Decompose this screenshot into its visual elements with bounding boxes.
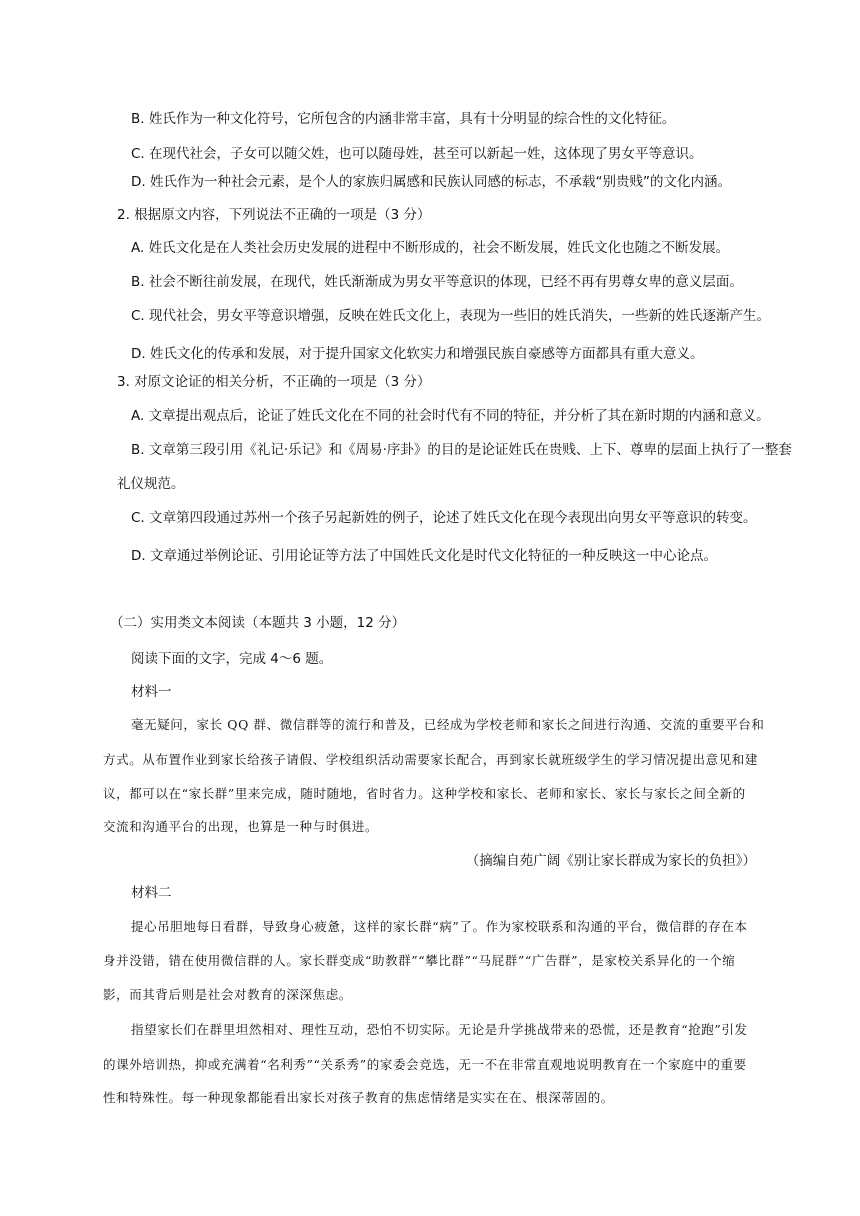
q2-option-b: B. 社会不断往前发展，在现代，姓氏渐渐成为男女平等意识的体现，已经不再有男尊女卑的意义层面。 bbox=[131, 274, 743, 290]
material1-line: 交流和沟通平台的出现，也算是一种与时俱进。 bbox=[103, 819, 379, 834]
q3-option-a: A. 文章提出观点后，论证了姓氏文化在不同的社会时代有不同的特征，并分析了其在新时期的内涵和意义。 bbox=[131, 408, 770, 424]
material1-line: 毫无疑问，家长 QQ 群、微信群等的流行和普及，已经成为学校老师和家长之间进行沟通、交流的重要平台和 bbox=[131, 717, 765, 732]
q2-option-c: C. 现代社会，男女平等意识增强，反映在姓氏文化上，表现为一些旧的姓氏消失，一些新的姓氏逐渐产生。 bbox=[131, 308, 771, 324]
q1-option-d: D. 姓氏作为一种社会元素，是个人的家族归属感和民族认同感的标志，不承载“别贵贱”的文化内涵。 bbox=[131, 174, 731, 190]
q2-option-a: A. 姓氏文化是在人类社会历史发展的进程中不断形成的，社会不断发展，姓氏文化也随之不断发展。 bbox=[131, 240, 730, 256]
q3-option-b-line2: 礼仪规范。 bbox=[117, 476, 185, 492]
material1-line: 方式。从布置作业到家长给孩子请假、学校组织活动需要家长配合，再到家长就班级学生的学习情况提出意见和建 bbox=[103, 752, 759, 767]
q2-option-d: D. 姓氏文化的传承和发展，对于提升国家文化软实力和增强民族自豪感等方面都具有重大意义。 bbox=[131, 346, 704, 362]
q1-option-c: C. 在现代社会，子女可以随父姓，也可以随母姓，甚至可以新起一姓，这体现了男女平等意识。 bbox=[131, 146, 703, 162]
q1-option-b: B. 姓氏作为一种文化符号，它所包含的内涵非常丰富，具有十分明显的综合性的文化特征。 bbox=[131, 111, 676, 127]
q2-stem: 2. 根据原文内容，下列说法不正确的一项是（3 分） bbox=[117, 207, 431, 223]
q3-option-c: C. 文章第四段通过苏州一个孩子另起新姓的例子，论述了姓氏文化在现今表现出向男女平等意识的转变。 bbox=[131, 510, 757, 526]
section2-heading: （二）实用类文本阅读（本题共 3 小题，12 分） bbox=[110, 615, 406, 631]
material2-label: 材料二 bbox=[131, 885, 172, 901]
material1-line: 议，都可以在“家长群”里来完成，随时随地，省时省力。这种学校和家长、老师和家长、家长与家长之间全新的 bbox=[103, 786, 746, 801]
section2-instruction: 阅读下面的文字，完成 4～6 题。 bbox=[131, 651, 333, 667]
q3-option-b-line1: B. 文章第三段引用《礼记·乐记》和《周易·序卦》的目的是论证姓氏在贵贱、上下、尊卑的层面上执行了一整套 bbox=[131, 442, 792, 458]
q3-option-d: D. 文章通过举例论证、引用论证等方法了中国姓氏文化是时代文化特征的一种反映这一中心论点。 bbox=[131, 548, 717, 564]
material1-label: 材料一 bbox=[131, 684, 172, 700]
material2-line: 提心吊胆地每日看群，导致身心疲惫，这样的家长群“病”了。作为家校联系和沟通的平台，微信群的存在本 bbox=[131, 919, 748, 934]
material1-source: （摘编自苑广阔《别让家长群成为家长的负担》） bbox=[465, 853, 756, 869]
material2-line: 性和特殊性。每一种现象都能看出家长对孩子教育的焦虑情绪是实实在在、根深蒂固的。 bbox=[103, 1090, 614, 1105]
material2-line: 的课外培训热，抑或充满着“名利秀”“关系秀”的家委会竞选，无一不在非常直观地说明教育在一个家庭中的重要 bbox=[103, 1057, 747, 1072]
material2-line: 身并没错，错在使用微信群的人。家长群变成“助教群”“攀比群”“马屁群”“广告群”，是家校关系异化的一个缩 bbox=[103, 953, 736, 968]
material2-line: 指望家长们在群里坦然相对、理性互动，恐怕不切实际。无论是升学挑战带来的恐慌，还是教育“抢跑”引发 bbox=[131, 1022, 748, 1037]
material2-line: 影，而其背后则是社会对教育的深深焦虑。 bbox=[103, 987, 352, 1002]
q3-stem: 3. 对原文论证的相关分析，不正确的一项是（3 分） bbox=[117, 374, 431, 390]
